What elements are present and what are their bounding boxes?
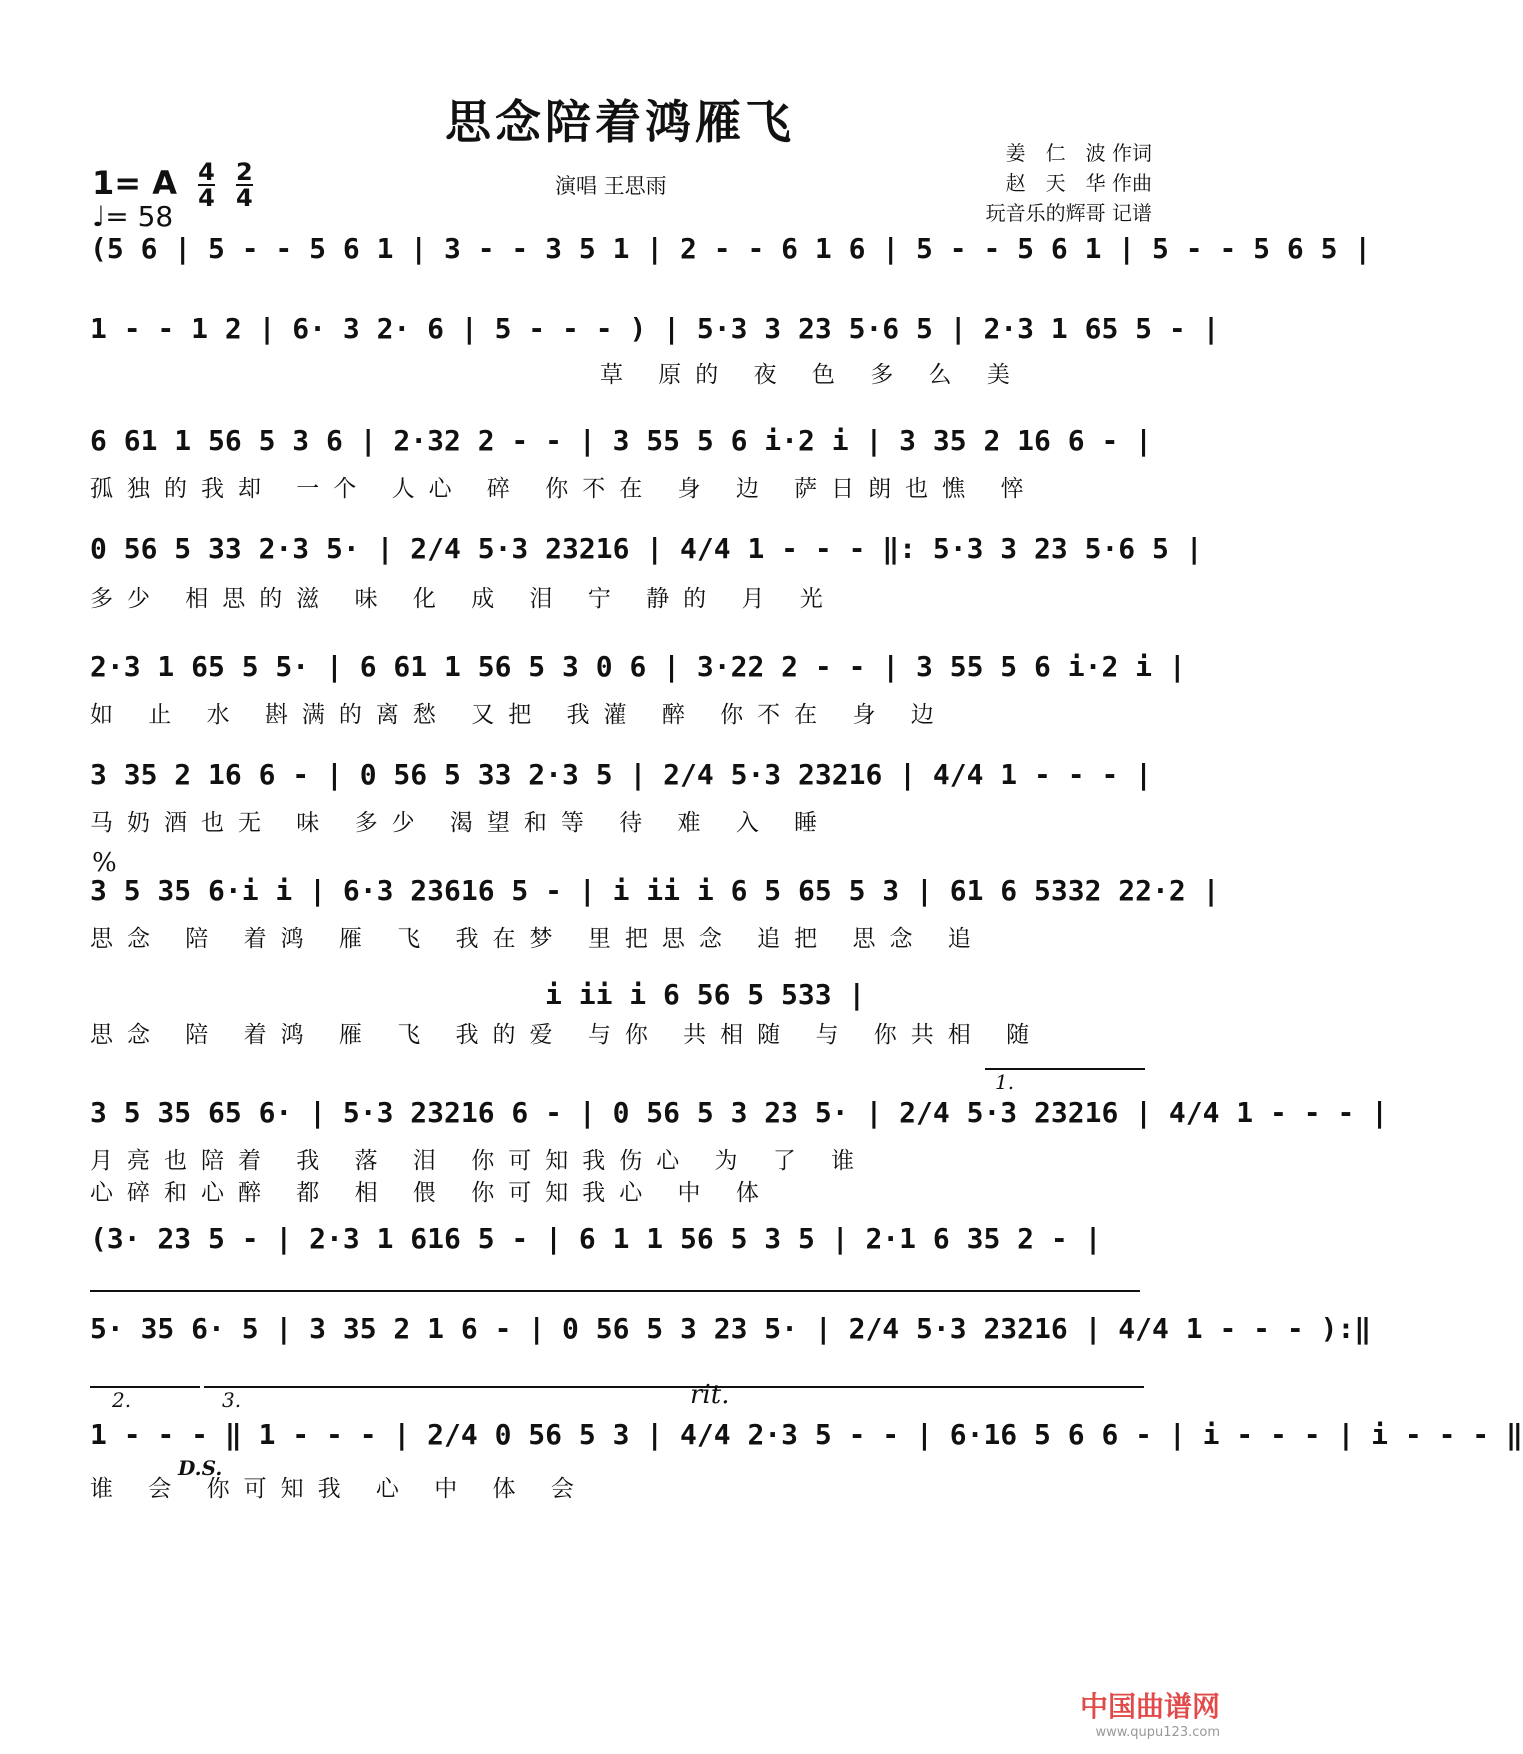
credits-block bbox=[986, 138, 1152, 228]
tempo-marking: ♩= 58 bbox=[92, 200, 174, 233]
volta-2-bracket bbox=[90, 1386, 200, 1388]
composer-credit: 赵 天 华 作曲 bbox=[1005, 171, 1152, 195]
score-line-10: (3· 23 5 - | 2·3 1 616 5 - | 6 1 1 56 5 3 5 | 2·1 6 35 2 - | bbox=[90, 1222, 1102, 1255]
lyric-line-4: 多少 相思的滋 味 化 成 泪 宁 静的 月 光 bbox=[90, 586, 837, 612]
score-line-2: 1 - - 1 2 | 6· 3 2· 6 | 5 - - - ) | 5·3 3 23 5·6 5 | 2·3 1 65 5 - | bbox=[90, 312, 1220, 345]
score-line-3: 6 61 1 56 5 3 6 | 2·32 2 - - | 3 55 5 6 i·2 i | 3 35 2 16 6 - | bbox=[90, 424, 1153, 457]
song-title: 思念陪着鸿雁飞 bbox=[445, 95, 795, 149]
volta-3-label: 3. bbox=[222, 1388, 242, 1412]
score-line-9: 3 5 35 65 6· | 5·3 23216 6 - | 0 56 5 3 23 5· | 2/4 5·3 23216 | 4/4 1 - - - | bbox=[90, 1096, 1389, 1129]
transcriber-credit: 玩音乐的辉哥 记谱 bbox=[985, 201, 1152, 225]
ds-mark: D.S. bbox=[178, 1456, 223, 1480]
lyric-line-5: 如 止 水 斟满的离愁 又把 我灌 醉 你不在 身 边 bbox=[90, 702, 948, 728]
lyric-line-2: 草 原的 夜 色 多 么 美 bbox=[600, 362, 1024, 388]
volta-2-label: 2. bbox=[112, 1388, 132, 1412]
time-signature-4-4: $\frac{4}{4}$ bbox=[198, 158, 215, 212]
volta-1-label: 1. bbox=[995, 1070, 1015, 1094]
score-line-7: 3 5 35 6·i i | 6·3 23616 5 - | i ii i 6 5 65 5 3 | 61 6 5332 22·2 | bbox=[90, 874, 1220, 907]
segno-mark: % bbox=[92, 848, 117, 878]
interlude-bracket bbox=[90, 1290, 1140, 1292]
lyric-line-12: 谁 会 你可知我 心 中 体 会 bbox=[90, 1476, 588, 1502]
volta-3-bracket bbox=[204, 1386, 1144, 1388]
singer-credit: 演唱 王思雨 bbox=[555, 174, 667, 198]
watermark-name: 中国曲谱网 bbox=[1079, 1690, 1220, 1723]
lyric-line-9b: 心碎和心醉 都 相 偎 你可知我心 中 体 bbox=[90, 1180, 773, 1206]
watermark-logo bbox=[1080, 1685, 1220, 1740]
lyricist-credit: 姜 仁 波 作词 bbox=[1005, 141, 1152, 165]
score-line-11: 5· 35 6· 5 | 3 35 2 1 6 - | 0 56 5 3 23 5· | 2/4 5·3 23216 | 4/4 1 - - - ):‖ bbox=[90, 1312, 1372, 1345]
score-line-4: 0 56 5 33 2·3 5· | 2/4 5·3 23216 | 4/4 1 - - - ‖: 5·3 3 23 5·6 5 | bbox=[90, 532, 1203, 565]
lyric-line-8: 思念 陪 着鸿 雁 飞 我的爱 与你 共相随 与 你共相 随 bbox=[90, 1022, 1044, 1048]
lyric-line-3: 孤独的我却 一个 人心 碎 你不在 身 边 萨日朗也憔 悴 bbox=[90, 476, 1038, 502]
watermark-url: www.qupu123.com bbox=[1095, 1725, 1220, 1740]
score-line-1: (5 6 | 5 - - 5 6 1 | 3 - - 3 5 1 | 2 - - 6 1 6 | 5 - - 5 6 1 | 5 - - 5 6 5 | bbox=[90, 232, 1372, 265]
rit-mark: rit. bbox=[690, 1380, 730, 1410]
score-line-6: 3 35 2 16 6 - | 0 56 5 33 2·3 5 | 2/4 5·3 23216 | 4/4 1 - - - | bbox=[90, 758, 1153, 791]
score-line-12: 1 - - - ‖ 1 - - - | 2/4 0 56 5 3 | 4/4 2·3 5 - - | 6·16 5 6 6 - | i - - - | i - - - ‖ bbox=[90, 1418, 1523, 1451]
lyric-line-6: 马奶酒也无 味 多少 渴望和等 待 难 入 睡 bbox=[90, 810, 832, 836]
score-line-5: 2·3 1 65 5 5· | 6 61 1 56 5 3 0 6 | 3·22 2 - - | 3 55 5 6 i·2 i | bbox=[90, 650, 1186, 683]
score-line-8: i ii i 6 56 5 533 | bbox=[545, 978, 866, 1011]
time-signature-2-4: $\frac{2}{4}$ bbox=[235, 158, 253, 212]
lyric-line-7: 思念 陪 着鸿 雁 飞 我在梦 里把思念 追把 思念 追 bbox=[90, 926, 985, 952]
key-label: 1= A bbox=[92, 164, 177, 202]
lyric-line-9: 月亮也陪着 我 落 泪 你可知我伤心 为 了 谁 bbox=[90, 1148, 869, 1174]
